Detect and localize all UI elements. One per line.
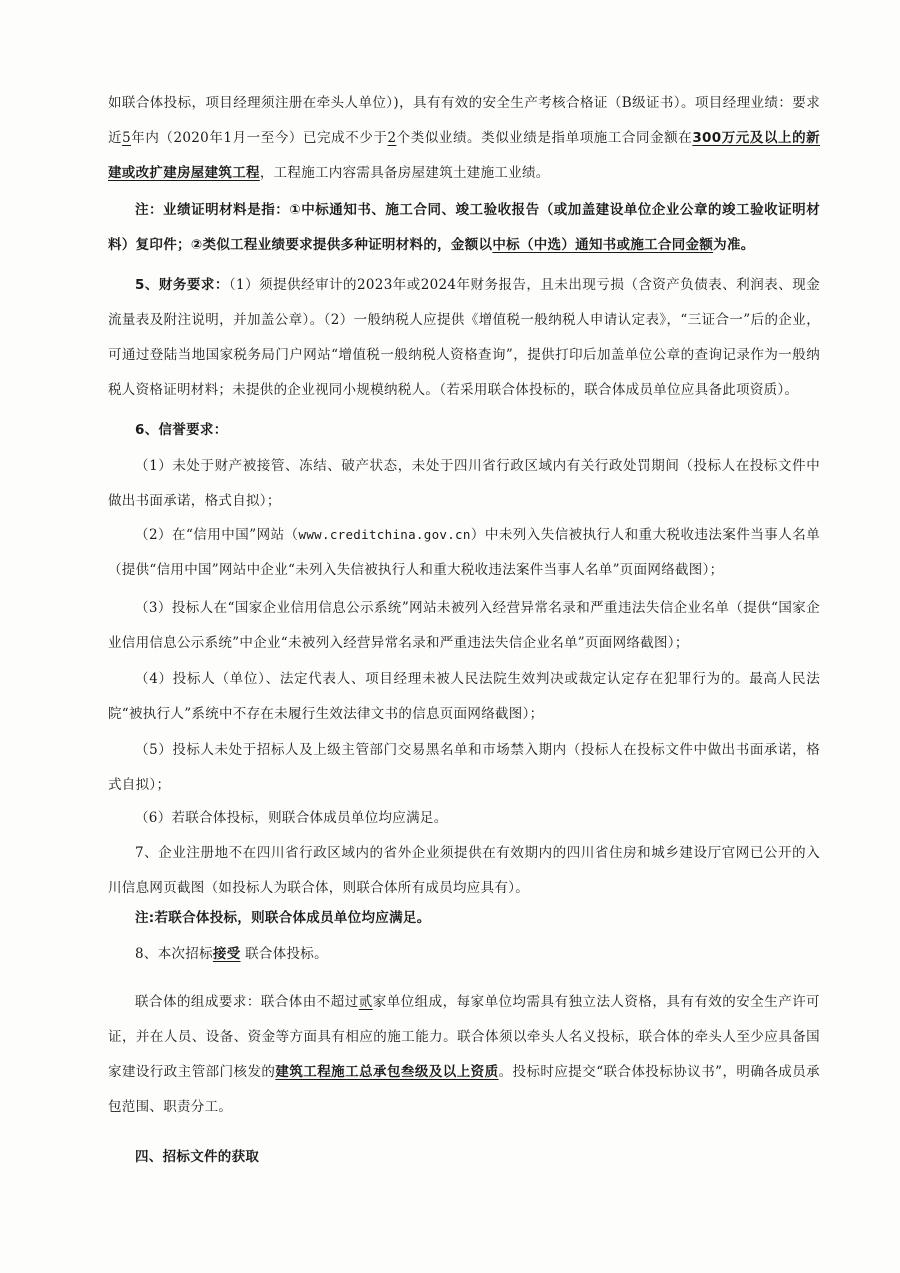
out-of-province-requirement: 7、企业注册地不在四川省行政区域内的省外企业须提供在有效期内的四川省住房和城乡建设厅官网已公开的入川信息网页截图（如投标人为联合体，则联合体所有成员均应具有）。 xyxy=(108,845,820,896)
proof-note-end: 为准。 xyxy=(713,237,755,253)
credit-item-4: （4）投标人（单位）、法定代表人、项目经理未被人民法院生效判决或裁定认定存在犯罪行为的。最高人民法院“被执行人”系统中不存在未履行生效法律文书的信息页面网络截图）； xyxy=(108,671,820,722)
credit-item-3: （3）投标人在“国家企业信用信息公示系统”网站未被列入经营异常名录和严重违法失信企业名单（提供“国家企业信用信息公示系统”中企业“未被列入经营异常名录和严重违法失信企业名单”页面网络截图）； xyxy=(108,600,820,651)
financial-requirements-label: 5、财务要求： xyxy=(135,277,229,293)
consortium-composition-end: 。投标时应提交“联合体投标协议书”，明确各成员承包范围、职责分工。 xyxy=(108,1064,820,1115)
contract-amount-requirement: 300万元及以上的新建或改扩建房屋建筑工程 xyxy=(108,130,820,181)
credit-requirements-heading: 6、信誉要求： xyxy=(135,422,228,438)
credit-item-1: （1）未处于财产被接管、冻结、破产状态，未处于四川省行政区域内有关行政处罚期间（投标人在投标文件中做出书面承诺，格式自拟）； xyxy=(108,458,820,509)
proof-note-text: 注：业绩证明材料是指：①中标通知书、施工合同、竣工验收报告（或加盖建设单位企业公章的竣工验收证明材料）复印件；②类似工程业绩要求提供多种证明材料的，金额以 xyxy=(108,202,820,253)
performance-proof-note xyxy=(108,193,820,263)
consortium-composition-paragraph xyxy=(108,985,820,1125)
section-heading-tender-documents: 四、招标文件的获取 xyxy=(135,1149,260,1165)
lead-qualification-requirement: 建筑工程施工总承包叁级及以上资质 xyxy=(275,1064,499,1080)
project-manager-performance-paragraph xyxy=(108,86,820,191)
credit-item-5: （5）投标人未处于招标人及上级主管部门交易黑名单和市场禁入期内（投标人在投标文件中做出书面承诺，格式自拟）； xyxy=(108,742,820,793)
credit-item-6: （6）若联合体投标，则联合体成员单位均应满足。 xyxy=(135,810,448,826)
consortium-acceptance-value: 接受 xyxy=(212,946,241,962)
performance-count-value: 2 xyxy=(387,130,397,146)
years-value: 5 xyxy=(122,130,131,146)
consortium-composition-middle: 家单位组成，每家单位均需具有独立法人资格，具有有效的安全生产许可证，并在人员、设备、资金等方面具有相应的施工能力。联合体须以牵头人名义投标，联合体的牵头人至少应具备国家建设行政主管部门核发的 xyxy=(108,994,820,1080)
creditchina-url-link[interactable]: www.creditchina.gov.cn xyxy=(298,527,471,542)
construction-content-text: ，工程施工内容需具备房屋建筑土建施工业绩。 xyxy=(259,165,550,181)
credit-item-2-end: ）中未列入失信被执行人和重大税收违法案件当事人名单（提供“信用中国”网站中企业“未列入失信被执行人和重大税收违法案件当事人名单”页面网络截图）； xyxy=(108,527,820,578)
proof-amount-basis: 中标（中选）通知书或施工合同金额 xyxy=(492,237,714,253)
period-text: 年内（2020年1月一至今）已完成不少于 xyxy=(130,130,388,146)
consortium-acceptance-end: 联合体投标。 xyxy=(245,946,328,962)
pm-registration-text: 如联合体投标，项目经理须注册在牵头人单位）)，具有有效的安全生产考核合格证（B级证书）。项目经理业绩：要求近 xyxy=(108,95,820,146)
credit-item-2 xyxy=(108,517,820,588)
financial-requirements-paragraph xyxy=(108,268,820,408)
similar-performance-text: 个类似业绩。类似业绩是指单项施工合同金额在 xyxy=(396,130,693,146)
consortium-acceptance-start: 8、本次招标 xyxy=(135,946,213,962)
consortium-note: 注:若联合体投标，则联合体成员单位均应满足。 xyxy=(135,910,431,926)
credit-item-2-start: （2）在“信用中国”网站（ xyxy=(135,527,299,543)
financial-requirements-text: （1）须提供经审计的2023年或2024年财务报告，且未出现亏损（含资产负债表、利润表、现金流量表及附注说明，并加盖公章）。（2）一般纳税人应提供《增值税一般纳税人申请认定表》，“三证合一”后的企业，可通过登陆当地国家税务局门户网站“增值税一般纳税人资格查询”，提供打印后加盖单位公章的查询记录作为一般纳税人资格证明材料；未提供的企业视同小规模纳税人。（若采用联合体投标的，联合体成员单位应具备此项资质）。 xyxy=(108,277,820,398)
max-member-count-value: 贰 xyxy=(358,994,373,1010)
consortium-composition-start: 联合体的组成要求：联合体由不超过 xyxy=(135,994,359,1010)
consortium-acceptance xyxy=(108,937,820,972)
